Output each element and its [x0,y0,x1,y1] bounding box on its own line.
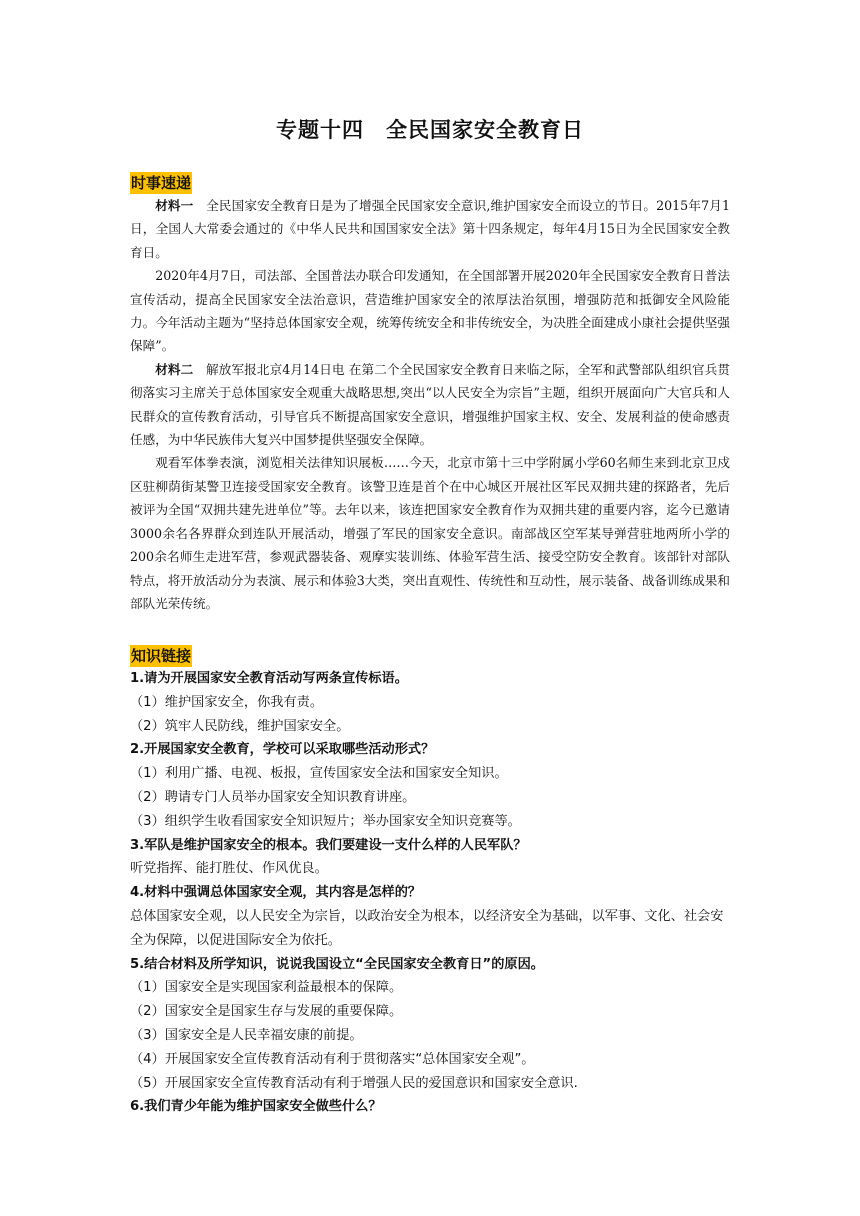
material-two-paragraph [130,358,730,452]
answer-5-4: （4）开展国家安全宣传教育活动有利于贯彻落实“总体国家安全观”。 [130,1051,535,1067]
answer-5-5: （5）开展国家安全宣传教育活动有利于增强人民的爱国意识和国家安全意识. [130,1075,578,1091]
material-one-paragraph [130,194,730,264]
answer-2-1: （1）利用广播、电视、板报，宣传国家安全法和国家安全知识。 [130,766,508,782]
material-two-label: 材料二 [155,361,194,377]
question-3: 3.军队是维护国家安全的根本。我们要建设一支什么样的人民军队？ [130,837,527,853]
question-5: 5.结合材料及所学知识，说说我国设立“全民国家安全教育日”的原因。 [130,956,544,972]
answer-5-3: （3）国家安全是人民幸福安康的前提。 [130,1027,363,1043]
question-6: 6.我们青少年能为维护国家安全做些什么？ [130,1099,382,1115]
question-2: 2.开展国家安全教育，学校可以采取哪些活动形式？ [130,742,435,758]
answer-1-1: （1）维护国家安全，你我有责。 [130,694,324,710]
material-two-paragraph-2: 观看军体拳表演，浏览相关法律知识展板……今天，北京市第十三中学附属小学60名师生来到北京卫戍区驻柳荫街某警卫连接受国家安全教育。该警卫连是首个在中心城区开展社区军民双拥共建的探路者，先后被评为全国“双拥共建先进单位”等。去年以来，该连把国家安全教育作为双拥共建的重要内容，迄今已邀请3000余名各界群众到连队开展活动，增强了军民的国家安全意识。南部战区空军某导弹营驻地两所小学的200余名师生走进军营，参观武器装备、观摩实装训练、体验军营生活、接受空防安全教育。该部针对部队特点，将开放活动分为表演、展示和体验3大类，突出直观性、传统性和互动性，展示装备、战备训练成果和部队光荣传统。 [130,455,730,611]
answer-2-2: （2）聘请专门人员举办国家安全知识教育讲座。 [130,789,416,805]
section-label-knowledge-link: 知识链接 [131,647,192,665]
answer-2-3: （3）组织学生收看国家安全知识短片；举办国家安全知识竞赛等。 [130,813,521,829]
page-title: 专题十四 全民国家安全教育日 [276,118,584,142]
question-1: 1.请为开展国家安全教育活动写两条宣传标语。 [130,671,408,686]
answer-4: 总体国家安全观，以人民安全为宗旨，以政治安全为根本，以经济安全为基础，以军事、文化、社会安全为保障，以促进国际安全为依托。 [130,908,724,948]
knowledge-link-section [130,645,730,1119]
answer-3: 听党指挥、能打胜仗、作风优良。 [130,861,328,877]
answer-1-2: （2）筑牢人民防线，维护国家安全。 [130,718,350,734]
material-one-paragraph-2: 2020年4月7日，司法部、全国普法办联合印发通知，在全国部署开展2020年全民国家安全教育日普法宣传活动，提高全民国家安全法治意识，营造维护国家安全的浓厚法治氛围，增强防范和抵御安全风险能力。今年活动主题为“坚持总体国家安全观，统筹传统安全和非传统安全，为决胜全面建成小康社会提供坚强保障”。 [130,268,730,354]
current-affairs-section [130,172,730,615]
answer-5-1: （1）国家安全是实现国家利益最根本的保障。 [130,980,403,996]
material-one-label: 材料一 [155,198,194,213]
material-two-text: 解放军报北京4月14日电 在第二个全民国家安全教育日来临之际，全军和武警部队组织官兵贯彻落实习主席关于总体国家安全观重大战略思想,突出“以人民安全为宗旨”主题，组织开展面向广大官兵和人民群众的宣传教育活动，引导官兵不断提高国家安全意识，增强维护国家主权、安全、发展利益的使命感责任感，为中华民族伟大复兴中国梦提供坚强安全保障。 [130,361,731,448]
section-label-current-affairs: 时事速递 [131,174,192,192]
question-4: 4.材料中强调总体国家安全观，其内容是怎样的？ [130,885,422,901]
answer-5-2: （2）国家安全是国家生存与发展的重要保障。 [130,1004,403,1020]
material-one-text: 全民国家安全教育日是为了增强全民国家安全意识,维护国家安全而设立的节日。2015年7月1日，全国人大常委会通过的《中华人民共和国国家安全法》第十四条规定，每年4月15日为全民国家安全教育日。 [130,198,730,260]
